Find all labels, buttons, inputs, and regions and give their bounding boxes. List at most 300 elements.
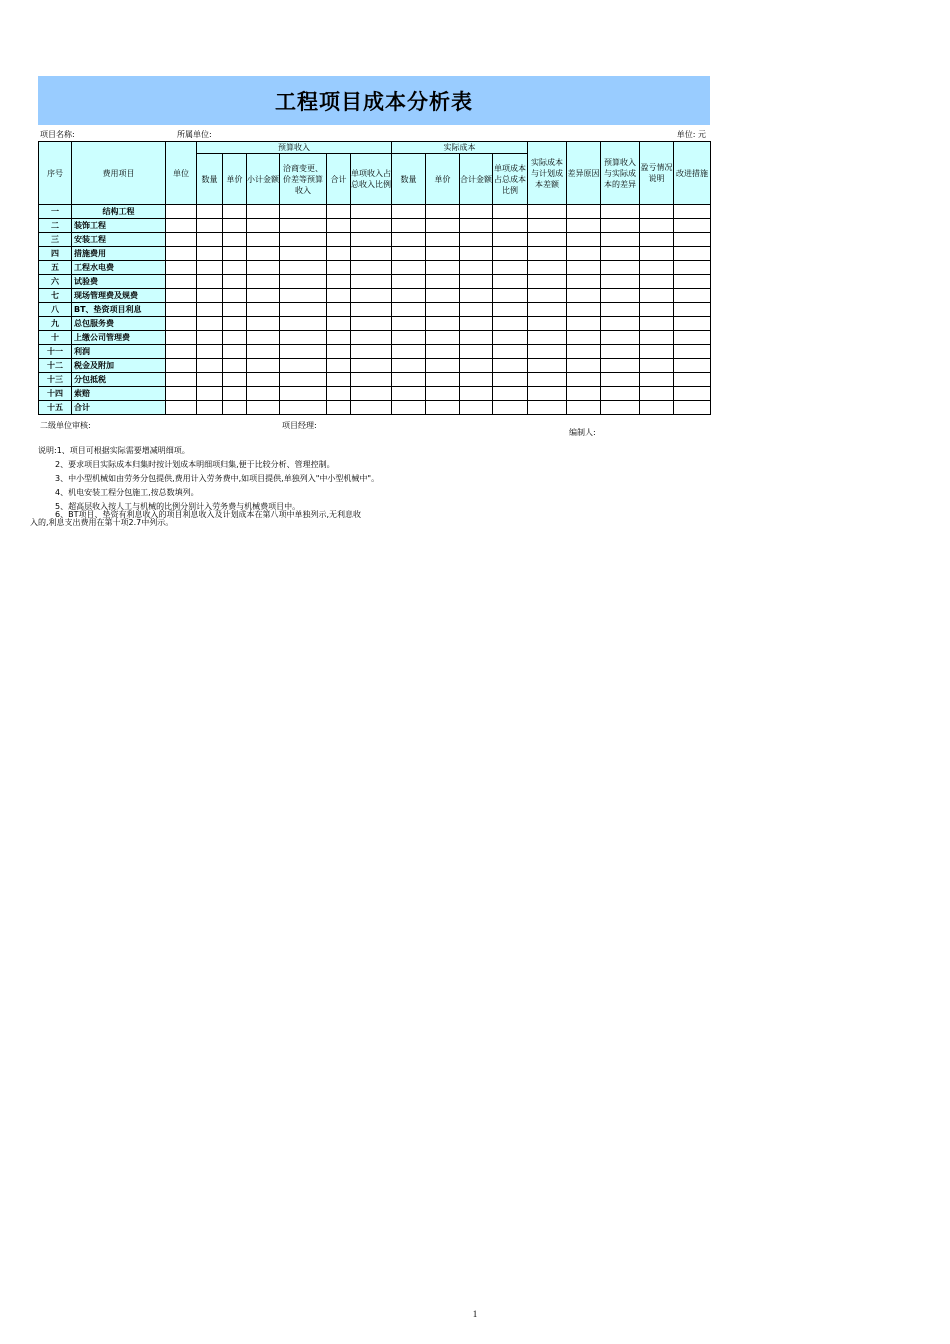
table-cell[interactable] [601, 317, 640, 331]
table-cell[interactable] [223, 359, 247, 373]
table-cell[interactable] [327, 303, 351, 317]
table-cell[interactable] [567, 317, 601, 331]
table-cell[interactable] [460, 331, 493, 345]
table-cell[interactable] [493, 317, 528, 331]
table-cell[interactable] [351, 261, 392, 275]
table-cell[interactable] [247, 345, 280, 359]
table-cell[interactable] [528, 373, 567, 387]
table-cell[interactable] [392, 317, 426, 331]
table-cell[interactable] [426, 387, 460, 401]
table-cell[interactable] [460, 387, 493, 401]
table-cell[interactable] [493, 303, 528, 317]
table-cell[interactable] [327, 345, 351, 359]
table-cell[interactable] [197, 317, 223, 331]
table-cell[interactable] [247, 247, 280, 261]
row-seq: 十一 [39, 345, 72, 359]
table-cell[interactable] [493, 331, 528, 345]
row-seq: 一 [39, 205, 72, 219]
table-cell[interactable] [674, 261, 711, 275]
table-cell[interactable] [351, 233, 392, 247]
table-cell[interactable] [392, 401, 426, 415]
table-cell[interactable] [280, 275, 327, 289]
table-cell[interactable] [528, 261, 567, 275]
table-cell[interactable] [351, 219, 392, 233]
table-cell[interactable] [197, 401, 223, 415]
table-cell[interactable] [166, 303, 197, 317]
table-cell[interactable] [567, 275, 601, 289]
table-cell[interactable] [601, 261, 640, 275]
header-diff-reason: 差异原因 [567, 142, 601, 205]
prepared-by-label: 编制人: [569, 428, 596, 437]
table-cell[interactable] [528, 387, 567, 401]
currency-label: 单位: 元 [676, 130, 706, 139]
table-cell[interactable] [280, 317, 327, 331]
table-cell[interactable] [392, 359, 426, 373]
table-cell[interactable] [223, 219, 247, 233]
meta-row [38, 125, 710, 141]
table-cell[interactable] [493, 205, 528, 219]
table-row [39, 289, 711, 303]
table-cell[interactable] [392, 387, 426, 401]
row-seq: 九 [39, 317, 72, 331]
table-row [39, 261, 711, 275]
table-cell[interactable] [247, 331, 280, 345]
table-cell[interactable] [392, 275, 426, 289]
row-item: 上缴公司管理费 [72, 331, 166, 345]
table-cell[interactable] [247, 359, 280, 373]
table-cell[interactable] [674, 289, 711, 303]
table-cell[interactable] [426, 331, 460, 345]
header-budget-price: 单价 [223, 154, 247, 205]
table-cell[interactable] [426, 373, 460, 387]
table-cell[interactable] [327, 317, 351, 331]
table-cell[interactable] [460, 317, 493, 331]
table-cell[interactable] [247, 275, 280, 289]
table-cell[interactable] [327, 261, 351, 275]
table-cell[interactable] [197, 275, 223, 289]
table-cell[interactable] [601, 219, 640, 233]
table-cell[interactable] [426, 205, 460, 219]
table-cell[interactable] [528, 401, 567, 415]
table-cell[interactable] [327, 233, 351, 247]
table-cell[interactable] [601, 331, 640, 345]
table-cell[interactable] [223, 289, 247, 303]
header-actual-total: 合计金额 [460, 154, 493, 205]
table-cell[interactable] [493, 345, 528, 359]
row-item: 利润 [72, 345, 166, 359]
table-cell[interactable] [528, 219, 567, 233]
table-cell[interactable] [223, 261, 247, 275]
table-cell[interactable] [493, 247, 528, 261]
table-cell[interactable] [197, 261, 223, 275]
row-item: 分包抵税 [72, 373, 166, 387]
table-cell[interactable] [166, 247, 197, 261]
table-cell[interactable] [528, 247, 567, 261]
table-cell[interactable] [567, 387, 601, 401]
table-cell[interactable] [392, 233, 426, 247]
note-line: 5、超高层收入按人工与机械的比例分别计入劳务费与机械费项目中。 [55, 502, 301, 511]
header-seq: 序号 [39, 142, 72, 205]
table-cell[interactable] [640, 247, 674, 261]
table-cell[interactable] [528, 331, 567, 345]
note-line: 说明:1、项目可根据实际需要增减明细项。 [38, 446, 190, 455]
table-cell[interactable] [601, 205, 640, 219]
table-cell[interactable] [601, 373, 640, 387]
table-row [39, 387, 711, 401]
table-cell[interactable] [674, 317, 711, 331]
header-budget-total: 合计 [327, 154, 351, 205]
table-cell[interactable] [247, 205, 280, 219]
table-cell[interactable] [351, 359, 392, 373]
table-cell[interactable] [567, 261, 601, 275]
table-cell[interactable] [351, 401, 392, 415]
table-cell[interactable] [280, 261, 327, 275]
table-cell[interactable] [674, 303, 711, 317]
table-cell[interactable] [247, 303, 280, 317]
note-line: 6、BT项目、垫资有利息收入的项目利息收入及计划成本在第八项中单独列示,无利息收 [55, 510, 362, 519]
table-cell[interactable] [640, 289, 674, 303]
table-cell[interactable] [493, 373, 528, 387]
table-cell[interactable] [567, 401, 601, 415]
table-body [39, 205, 711, 415]
table-cell[interactable] [197, 359, 223, 373]
table-cell[interactable] [223, 401, 247, 415]
table-cell[interactable] [426, 303, 460, 317]
table-cell[interactable] [327, 289, 351, 303]
table-cell[interactable] [327, 359, 351, 373]
table-cell[interactable] [392, 331, 426, 345]
table-cell[interactable] [280, 373, 327, 387]
table-cell[interactable] [460, 247, 493, 261]
header-actual-group: 实际成本 [392, 142, 528, 154]
table-cell[interactable] [528, 205, 567, 219]
table-cell[interactable] [674, 219, 711, 233]
table-cell[interactable] [567, 205, 601, 219]
table-cell[interactable] [567, 359, 601, 373]
table-cell[interactable] [528, 345, 567, 359]
row-seq: 十 [39, 331, 72, 345]
table-cell[interactable] [166, 233, 197, 247]
table-cell[interactable] [351, 345, 392, 359]
row-seq: 五 [39, 261, 72, 275]
table-cell[interactable] [674, 275, 711, 289]
cost-analysis-sheet [38, 76, 710, 415]
table-cell[interactable] [247, 317, 280, 331]
table-cell[interactable] [197, 233, 223, 247]
table-cell[interactable] [166, 289, 197, 303]
table-cell[interactable] [392, 261, 426, 275]
table-cell[interactable] [280, 219, 327, 233]
row-item: 索赔 [72, 387, 166, 401]
table-cell[interactable] [166, 275, 197, 289]
table-cell[interactable] [426, 401, 460, 415]
project-name-label: 项目名称: [40, 130, 75, 139]
table-cell[interactable] [426, 317, 460, 331]
table-cell[interactable] [493, 401, 528, 415]
table-cell[interactable] [640, 345, 674, 359]
table-cell[interactable] [528, 317, 567, 331]
table-cell[interactable] [426, 247, 460, 261]
table-row [39, 359, 711, 373]
table-cell[interactable] [197, 345, 223, 359]
table-cell[interactable] [351, 373, 392, 387]
table-cell[interactable] [493, 261, 528, 275]
table-cell[interactable] [247, 401, 280, 415]
table-cell[interactable] [674, 205, 711, 219]
table-cell[interactable] [351, 247, 392, 261]
table-cell[interactable] [223, 303, 247, 317]
table-cell[interactable] [493, 387, 528, 401]
table-cell[interactable] [392, 303, 426, 317]
table-cell[interactable] [327, 387, 351, 401]
table-cell[interactable] [640, 359, 674, 373]
table-cell[interactable] [426, 219, 460, 233]
table-cell[interactable] [351, 387, 392, 401]
table-cell[interactable] [392, 247, 426, 261]
table-cell[interactable] [528, 275, 567, 289]
note-line: 入的,利息支出费用在第十项2.7中列示。 [30, 518, 174, 527]
table-cell[interactable] [601, 303, 640, 317]
table-cell[interactable] [280, 233, 327, 247]
table-cell[interactable] [493, 233, 528, 247]
secondary-review-label: 二级单位审核: [40, 421, 91, 430]
table-cell[interactable] [166, 261, 197, 275]
table-row [39, 233, 711, 247]
header-budget-qty: 数量 [197, 154, 223, 205]
table-cell[interactable] [601, 233, 640, 247]
table-cell[interactable] [223, 247, 247, 261]
table-cell[interactable] [280, 303, 327, 317]
table-cell[interactable] [640, 233, 674, 247]
table-cell[interactable] [567, 247, 601, 261]
header-unit: 单位 [166, 142, 197, 205]
table-cell[interactable] [392, 345, 426, 359]
table-cell[interactable] [567, 233, 601, 247]
table-cell[interactable] [460, 233, 493, 247]
table-cell[interactable] [528, 289, 567, 303]
table-cell[interactable] [351, 205, 392, 219]
table-cell[interactable] [567, 303, 601, 317]
table-cell[interactable] [460, 219, 493, 233]
notes [30, 444, 718, 527]
table-cell[interactable] [640, 373, 674, 387]
row-item: 安装工程 [72, 233, 166, 247]
table-cell[interactable] [351, 275, 392, 289]
table-cell[interactable] [327, 275, 351, 289]
table-cell[interactable] [426, 261, 460, 275]
table-cell[interactable] [327, 219, 351, 233]
table-cell[interactable] [640, 275, 674, 289]
table-cell[interactable] [567, 331, 601, 345]
table-cell[interactable] [674, 359, 711, 373]
row-seq: 十四 [39, 387, 72, 401]
row-seq: 八 [39, 303, 72, 317]
table-cell[interactable] [528, 303, 567, 317]
table-cell[interactable] [247, 289, 280, 303]
table-cell[interactable] [460, 205, 493, 219]
row-seq: 十三 [39, 373, 72, 387]
table-cell[interactable] [528, 233, 567, 247]
sheet-title: 工程项目成本分析表 [275, 89, 473, 114]
row-seq: 十二 [39, 359, 72, 373]
table-cell[interactable] [640, 205, 674, 219]
table-cell[interactable] [567, 219, 601, 233]
table-cell[interactable] [460, 289, 493, 303]
table-cell[interactable] [197, 303, 223, 317]
row-item: 总包服务费 [72, 317, 166, 331]
header-budget-subtotal: 小计金额 [247, 154, 280, 205]
table-row [39, 247, 711, 261]
table-cell[interactable] [460, 373, 493, 387]
table-cell[interactable] [460, 303, 493, 317]
table-cell[interactable] [493, 289, 528, 303]
table-cell[interactable] [280, 345, 327, 359]
table-cell[interactable] [567, 345, 601, 359]
row-seq: 七 [39, 289, 72, 303]
table-cell[interactable] [351, 289, 392, 303]
table-cell[interactable] [247, 219, 280, 233]
row-item: 合计 [72, 401, 166, 415]
table-cell[interactable] [640, 261, 674, 275]
table-cell[interactable] [223, 233, 247, 247]
table-cell[interactable] [674, 387, 711, 401]
table-cell[interactable] [247, 373, 280, 387]
table-cell[interactable] [640, 401, 674, 415]
table-cell[interactable] [674, 331, 711, 345]
table-cell[interactable] [197, 387, 223, 401]
table-cell[interactable] [493, 219, 528, 233]
table-cell[interactable] [460, 261, 493, 275]
table-row [39, 219, 711, 233]
table-cell[interactable] [601, 289, 640, 303]
table-cell[interactable] [223, 331, 247, 345]
table-cell[interactable] [197, 247, 223, 261]
row-item: 结构工程 [72, 205, 166, 219]
row-item: 工程水电费 [72, 261, 166, 275]
table-cell[interactable] [460, 359, 493, 373]
table-cell[interactable] [392, 205, 426, 219]
table-row [39, 345, 711, 359]
table-cell[interactable] [247, 233, 280, 247]
table-cell[interactable] [567, 289, 601, 303]
table-cell[interactable] [392, 289, 426, 303]
unit-owner-label: 所属单位: [177, 130, 212, 139]
table-cell[interactable] [280, 205, 327, 219]
table-cell[interactable] [351, 331, 392, 345]
table-cell[interactable] [460, 401, 493, 415]
row-item: BT、垫资项目利息 [72, 303, 166, 317]
table-cell[interactable] [601, 275, 640, 289]
table-cell[interactable] [601, 247, 640, 261]
table-cell[interactable] [280, 387, 327, 401]
table-cell[interactable] [223, 373, 247, 387]
table-cell[interactable] [640, 387, 674, 401]
signature-row [38, 420, 710, 437]
table-cell[interactable] [426, 345, 460, 359]
table-cell[interactable] [351, 317, 392, 331]
table-cell[interactable] [426, 359, 460, 373]
table-cell[interactable] [223, 205, 247, 219]
table-cell[interactable] [426, 233, 460, 247]
table-cell[interactable] [567, 373, 601, 387]
table-cell[interactable] [280, 247, 327, 261]
row-seq: 四 [39, 247, 72, 261]
table-cell[interactable] [640, 303, 674, 317]
table-cell[interactable] [601, 359, 640, 373]
table-cell[interactable] [280, 401, 327, 415]
table-cell[interactable] [223, 275, 247, 289]
table-cell[interactable] [351, 303, 392, 317]
table-cell[interactable] [426, 275, 460, 289]
row-seq: 二 [39, 219, 72, 233]
table-cell[interactable] [197, 219, 223, 233]
table-cell[interactable] [640, 331, 674, 345]
table-cell[interactable] [223, 387, 247, 401]
table-cell[interactable] [166, 359, 197, 373]
table-cell[interactable] [166, 345, 197, 359]
table-cell[interactable] [166, 331, 197, 345]
table-row [39, 373, 711, 387]
table-cell[interactable] [674, 373, 711, 387]
table-cell[interactable] [197, 289, 223, 303]
table-cell[interactable] [327, 247, 351, 261]
table-cell[interactable] [280, 331, 327, 345]
table-cell[interactable] [460, 345, 493, 359]
table-cell[interactable] [280, 289, 327, 303]
table-cell[interactable] [674, 345, 711, 359]
table-cell[interactable] [166, 373, 197, 387]
table-cell[interactable] [166, 387, 197, 401]
table-cell[interactable] [247, 261, 280, 275]
table-cell[interactable] [640, 317, 674, 331]
note-line: 2、要求项目实际成本归集时按计划成本明细项归集,便于比较分析、管理控制。 [55, 460, 335, 469]
table-cell[interactable] [280, 359, 327, 373]
table-cell[interactable] [247, 387, 280, 401]
table-cell[interactable] [528, 359, 567, 373]
table-cell[interactable] [601, 387, 640, 401]
header-budget-change: 洽商变更、价差等预算收入 [280, 154, 327, 205]
table-cell[interactable] [327, 205, 351, 219]
table-cell[interactable] [223, 345, 247, 359]
table-cell[interactable] [392, 219, 426, 233]
table-cell[interactable] [327, 401, 351, 415]
table-cell[interactable] [493, 275, 528, 289]
table-cell[interactable] [166, 205, 197, 219]
table-cell[interactable] [197, 205, 223, 219]
table-cell[interactable] [674, 401, 711, 415]
table-cell[interactable] [674, 233, 711, 247]
table-cell[interactable] [601, 401, 640, 415]
table-cell[interactable] [166, 317, 197, 331]
table-cell[interactable] [460, 275, 493, 289]
table-cell[interactable] [166, 219, 197, 233]
table-cell[interactable] [327, 373, 351, 387]
table-cell[interactable] [674, 247, 711, 261]
table-cell[interactable] [392, 373, 426, 387]
header-actual-qty: 数量 [392, 154, 426, 205]
table-cell[interactable] [493, 359, 528, 373]
table-cell[interactable] [601, 345, 640, 359]
row-item: 装饰工程 [72, 219, 166, 233]
table-cell[interactable] [197, 373, 223, 387]
table-cell[interactable] [223, 317, 247, 331]
table-cell[interactable] [640, 219, 674, 233]
table-cell[interactable] [166, 401, 197, 415]
table-cell[interactable] [426, 289, 460, 303]
table-cell[interactable] [197, 331, 223, 345]
table-cell[interactable] [327, 331, 351, 345]
header-actual-price: 单价 [426, 154, 460, 205]
